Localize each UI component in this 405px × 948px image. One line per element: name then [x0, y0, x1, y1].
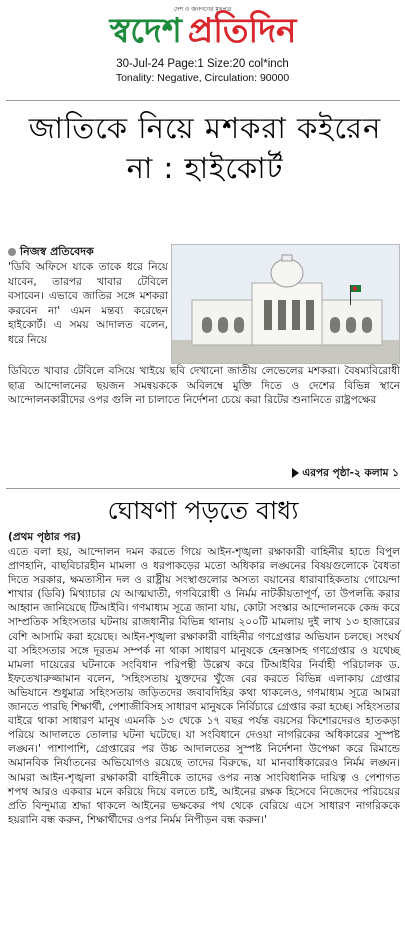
byline-text: নিজস্ব প্রতিবেদক	[20, 245, 94, 258]
article1-continuation	[292, 466, 399, 480]
newspaper-logo	[58, 10, 348, 52]
divider	[6, 100, 400, 101]
article2-headline: ঘোষণা পড়তে বাধ্য	[107, 496, 299, 525]
masthead-tagline: দেশ ও জনগণের মুখপত্র	[173, 6, 232, 13]
article2-body: এতে বলা হয়, আন্দোলন দমন করতে গিয়ে আইন-শৃঙ্খলা রক্ষাকারী বাহিনীর হাতে বিপুল প্রাণহানি, বাছবিচারহীন মামলা ও ধরপাকড়ের মতো অধিকার লঙ্ঘনের বিষয়গুলোকে বৈধতা দিতে সরকার, ক্ষমতাসীন দল ও রাষ্ট্রীয় সংস্থাগুলোর অসত্য বয়ানের ধারাবাহিকতায় গোয়েন্দা শাখার (ডিবি) মিথ্যাচার যে আত্মঘাতী, গণবিরোধী ও নির্মম নাটকীয়তাপূর্ণ, তা উপলব্ধি করার আহ্বান জানিয়েছে টিআইবি। গণমাধ্যম সূত্রে জানা যায়, কোটা সংস্কার আন্দোলনকে কেন্দ্র করে সাম্প্রতিক সহিংসতার ঘটনায় রাজধানীর বিভিন্ন থানায় ২০০টি মামলায় দুই লাখ ১৩ হাজারের বেশি আসামি করা হয়েছে। আইন-শৃঙ্খলা রক্ষাকারী বাহিনীর গণগ্রেপ্তার অভিযান চলছে। সংঘর্ষ বা সহিংসতার সঙ্গে দূরতম সম্পর্ক না থাকা সাধারণ মানুষকে হেনস্তাসহ গণগ্রেপ্তার ও যথেচ্ছ মামলা দায়েরের ঘটনাকে সংবিধান পরিপন্থী উল্লেখ করে টিআইবির নির্বাহী পরিচালক ড. ইফতেখারুজ্জামান বলেন, 'সহিংসতায় যুক্তদের খুঁজে বের করতে বিভিন্ন এলাকায় গ্রেপ্তার অভিযানে শুধুমাত্র সহিংসতায় জড়িতদের জবাবদিহির কথা থাকলেও, গণমাধ্যম সূত্রে আমরা জানতে পারছি শিক্ষার্থী, পেশাজীবিসহ সাধারণ মানুষকে নির্বিচারে গ্রেপ্তার করা হচ্ছে। সহিংসতার বাইরে থাকা সাধারণ মানুষ এমনকি ১৩ থেকে ১৭ বছর পর্যন্ত বয়সের কিশোরদেরও হাতকড়া পরিয়ে আদালতে তোলার ঘটনা ঘটেছে। যা সংবিধানে দেওয়া নাগরিকের অধিকারের সুস্পষ্ট লঙ্ঘন।' পাশাপাশি, গ্রেপ্তারের পর উচ্চ আদালতের সুস্পষ্ট নির্দেশনা উপেক্ষা করে রিমান্ডে অমানবিক নির্যাতনের অভিযোগও রয়েছে তাদের বিরুদ্ধে, যা মানবাধিকারেরও নির্মম লঙ্ঘন। আমরা আইন-শৃঙ্খলা রক্ষাকারী বাহিনীকে তাদের ওপর ন্যস্ত সাংবিধানিক দায়িত্ব ও পেশাগত শপথ আরও একবার মনে করিয়ে দিয়ে বলতে চাই, আইনের রক্ষক হিসেবে নিজেদের পরিচয়ের প্রতি বিন্দুমাত্র শ্রদ্ধা থাকলে আইনের ভক্ষকের পথ থেকে বেরিয়ে এসে সাধারণ নাগরিককে হয়রানি বন্ধ করুন, শিক্ষার্থীদের ওপর নির্মম নিপীড়ন বন্ধ করুন।'	[8, 546, 400, 826]
continuation-text: এরপর পৃষ্ঠা-২ কলাম ১	[302, 467, 399, 479]
clipping-meta-line2: Tonality: Negative, Circulation: 90000	[115, 72, 290, 84]
clipping-meta-line1: 30-Jul-24 Page:1 Size:20 col*inch	[116, 58, 289, 70]
logo-word-1: স্বদেশ	[109, 11, 182, 51]
arrow-right-icon	[292, 468, 299, 478]
article1-body-left: 'ডিবি অফিসে যাকে তাকে ধরে নিয়ে যাবেন, তারপর খাবার টেবিলে বসাবেন। এভাবে জাতির সঙ্গে মশকরা করবেন না' এমন মন্তব্য করেছেন হাইকোর্ট। এ সময় আদালত বলেন, ধরে নিয়ে	[8, 261, 168, 346]
high-court-photo	[171, 244, 400, 364]
article1-body: ডিবিতে খাবার টেবিলে বসিয়ে খাইয়ে ছবি দেখানো জাতীয় লেভেলের মশকরা। বৈষম্যবিরোধী ছাত্র আন্দোলনের ছয়জন সমন্বয়ককে অবিলম্বে মুক্তি দিতে ও দেশের বিভিন্ন স্থানে আন্দোলনকারীদের ওপর গুলি না চালাতে নির্দেশনা চেয়ে করা রিটের শুনানিতে রাষ্ট্রপক্ষের	[8, 365, 400, 406]
logo-word-2: প্রতিদিন	[187, 11, 297, 51]
bullet-icon	[8, 248, 16, 256]
article2-continued-from: (প্রথম পৃষ্ঠার পর)	[8, 531, 82, 543]
building-illustration	[172, 245, 400, 364]
article1-headline: জাতিকে নিয়ে মশকরা কইরেন না : হাইকোর্ট	[28, 111, 382, 185]
article1-byline	[8, 245, 94, 259]
divider	[6, 488, 400, 489]
masthead	[0, 0, 405, 58]
